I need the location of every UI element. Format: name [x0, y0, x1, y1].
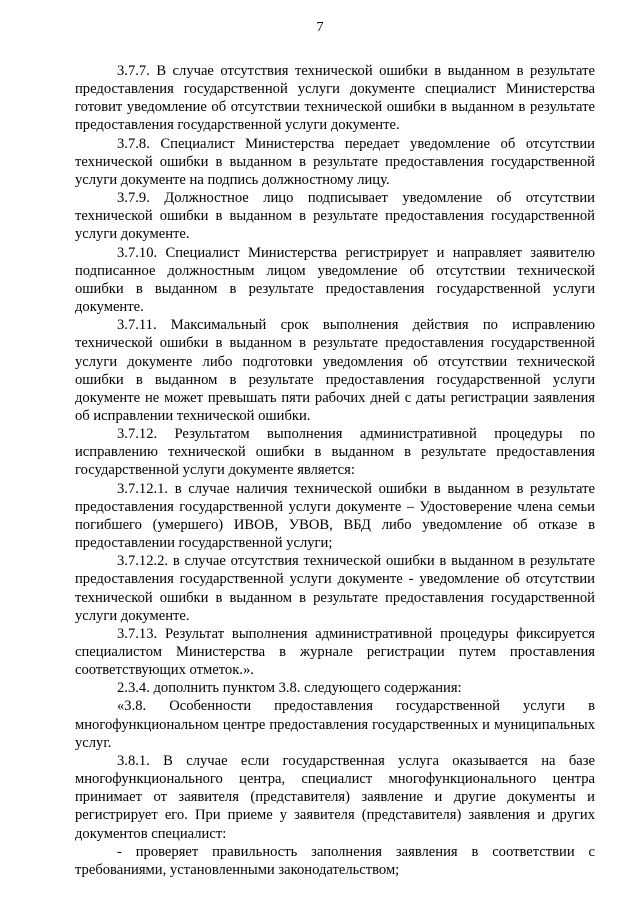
paragraph-list-item: - проверяет правильность заполнения заявления в соответствии с требованиями, установленными законодательством; [75, 843, 595, 878]
paragraph-3-7-12-1: 3.7.12.1. в случае наличия технической ошибки в выданном в результате предоставления государственной услуги документе – Удостоверение члена семьи погибшего (умершего) ИВОВ, УВОВ, ВБД либо уведомление об отказе в предоставлении государственной услуги; [75, 480, 595, 552]
paragraph-3-7-13: 3.7.13. Результат выполнения административной процедуры фиксируется специалистом Министерства в журнале регистрации путем проставления соответствующих отметок.». [75, 625, 595, 679]
paragraph-3-7-7: 3.7.7. В случае отсутствия технической ошибки в выданном в результате предоставления государственной услуги документе специалист Министерства готовит уведомление об отсутствии технической ошибки в выданном в результате предоставления государственной услуги документе. [75, 63, 595, 134]
paragraph-3-8-1: 3.8.1. В случае если государственная услуга оказывается на базе многофункционального центра, специалист многофункционального центра принимает от заявителя (представителя) заявление и другие документы и регистрирует его. При приеме у заявителя (представителя) заявления и других документов специалист: [75, 752, 595, 842]
page-number: 7 [316, 20, 324, 35]
paragraph-2-3-4: 2.3.4. дополнить пунктом 3.8. следующего содержания: [117, 680, 462, 697]
paragraph-3-7-12-2: 3.7.12.2. в случае отсутствия технической ошибки в выданном в результате предоставления государственной услуги документе - уведомление об отсутствии технической ошибки в выданном в результате предоставления государственной услуги документе. [75, 553, 595, 624]
paragraph-3-8: «3.8. Особенности предоставления государственной услуги в многофункциональном центре предоставления государственных и муниципальных услуг. [75, 698, 595, 751]
paragraph-3-7-12: 3.7.12. Результатом выполнения административной процедуры по исправлению технической ошибки в выданном в результате предоставления государственной услуги документе является: [75, 426, 595, 479]
document-body [75, 62, 595, 879]
paragraph-3-7-10: 3.7.10. Специалист Министерства регистрирует и направляет заявителю подписанное должностным лицом уведомление об отсутствии технической ошибки в выданном в результате предоставления государственной услуги документе. [75, 244, 595, 316]
paragraph-3-7-11: 3.7.11. Максимальный срок выполнения действия по исправлению технической ошибки в выданном в результате предоставления государственной услуги документе либо подготовки уведомления об отсутствии технической ошибки в выданном в результате предоставления государственной услуги документе не может превышать пяти рабочих дней с даты регистрации заявления об исправлении технической ошибки. [75, 317, 595, 424]
paragraph-3-7-8: 3.7.8. Специалист Министерства передает уведомление об отсутствии технической ошибки в выданном в результате предоставления государственной услуги документе на подпись должностному лицу. [75, 135, 595, 188]
paragraph-3-7-9: 3.7.9. Должностное лицо подписывает уведомление об отсутствии технической ошибки в выданном в результате предоставления государственной услуги документе. [75, 190, 595, 243]
